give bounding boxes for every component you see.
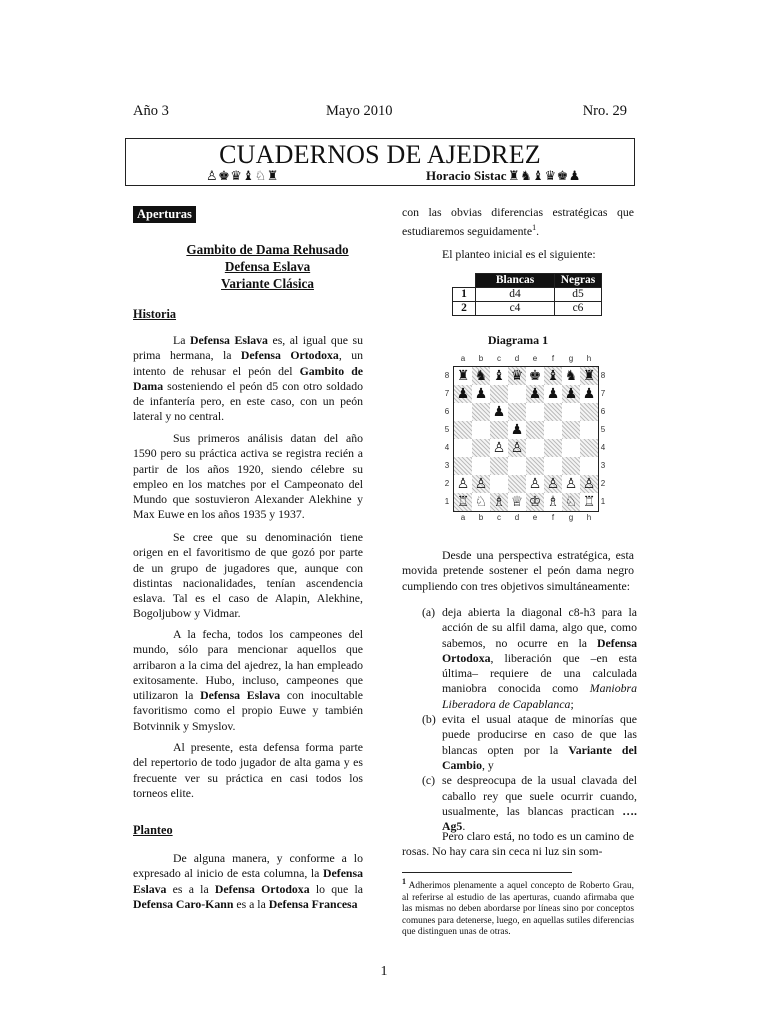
board-square-h8: ♜ [580, 367, 598, 385]
rank-label-right: 1 [600, 497, 606, 506]
board-square-a2: ♙ [456, 476, 470, 492]
diagram-title: Diagrama 1 [487, 333, 549, 347]
board-square-a6 [454, 403, 472, 421]
rank-label-right: 6 [600, 407, 606, 416]
board-square-f8: ♝ [544, 367, 562, 385]
file-label-bottom: e [532, 513, 538, 522]
historia-paragraph-2: Sus primeros análisis datan del año 1590 pero su práctica activa se registra recién a partir de los años 1920, siendo célebre su empleo en los matches por el Campeonato del Mundo que sostuvieron Alexander Alekhine y Max Euwe en los años 1935 y 1937. [133, 431, 363, 522]
board-square-a1: ♖ [454, 493, 472, 511]
file-label-top: f [551, 354, 555, 363]
issue-date: Mayo 2010 [326, 103, 393, 119]
white-move: c4 [476, 302, 555, 316]
board-square-b8: ♞ [472, 367, 490, 385]
moves-table-header [453, 274, 602, 288]
board-square-e3 [526, 457, 544, 475]
board-square-g1: ♘ [562, 493, 580, 511]
board-square-d4: ♙ [508, 439, 526, 457]
rank-label-right: 4 [600, 443, 606, 452]
masthead [125, 138, 635, 186]
board-square-c4: ♙ [492, 440, 506, 456]
planteo-heading: Planteo [133, 823, 173, 837]
board-square-g2: ♙ [564, 476, 578, 492]
board-square-e2: ♙ [528, 476, 542, 492]
rank-label-left: 3 [444, 461, 450, 470]
board-square-b6 [472, 403, 490, 421]
board-square-c6: ♟ [492, 404, 506, 420]
rank-label-left: 4 [444, 443, 450, 452]
file-label-bottom: d [514, 513, 520, 522]
list-item: (c) se despreocupa de la usual clavada del caballo rey que suele ocurrir cuando, usualmente, las blancas practican …. Ag5. [422, 773, 637, 834]
board-square-g4 [562, 439, 580, 457]
board-square-a7: ♟ [454, 385, 472, 403]
board-square-c8: ♝ [492, 368, 506, 384]
board-square-h3 [580, 457, 598, 475]
page-number: 1 [380, 964, 388, 979]
board-square-g3 [562, 457, 580, 475]
board-square-d1: ♕ [510, 494, 524, 510]
footnote-ref: 1 [532, 223, 537, 233]
planteo-paragraph: De alguna manera, y conforme a lo expresado al inicio de esta columna, la Defensa Eslava es a la Defensa Ortodoxa lo que la Defensa Caro-Kann es a la Defensa Francesa [133, 851, 363, 911]
footnote: $^1$ Adherimos plenamente a aquel concepto de Roberto Grau, al referirse al estudio de las aperturas, cuando afirmaba que las mismas no deben abordarse por líneas sino por conceptos comunes para detenerse, luego, en aquellas sutiles diferencias que distinguen unas de otras. [402, 877, 634, 938]
historia-paragraph-5: Al presente, esta defensa forma parte del repertorio de todo jugador de alta gama y es frecuente ver su práctica en casi todos los torneos elite. [133, 740, 363, 800]
right-paragraph-3: Desde una perspectiva estratégica, esta movida pretende sostener el peón dama negro cumpliendo con tres objetivos simultáneamente: [402, 548, 634, 593]
board-square-c2 [490, 475, 508, 493]
opening-title-2: Defensa Eslava [224, 259, 311, 274]
rank-label-right: 8 [600, 371, 606, 380]
board-square-f1: ♗ [546, 494, 560, 510]
board-square-b5 [472, 421, 490, 439]
author-name: Horacio Sistac [426, 168, 507, 183]
board-square-b1: ♘ [474, 494, 488, 510]
board-square-a4 [454, 439, 472, 457]
board-square-d7 [508, 385, 526, 403]
board-square-g6 [562, 403, 580, 421]
rank-label-left: 5 [444, 425, 450, 434]
board-square-b7: ♟ [474, 386, 488, 402]
board-square-g7: ♟ [562, 385, 580, 403]
file-label-bottom: f [551, 513, 555, 522]
rank-label-left: 2 [444, 479, 450, 488]
rank-label-right: 5 [600, 425, 606, 434]
file-label-bottom: b [478, 513, 484, 522]
chess-board [453, 366, 599, 512]
board-square-c7 [490, 385, 508, 403]
list-item: (a) deja abierta la diagonal c8-h3 para la acción de su alfil dama, algo que, como sabemos, no ocurre en la Defensa Ortodoxa, liberación que –en esta última– requiere de una calculada maniobra conocida como Maniobra Liberadora de Capablanca; [422, 605, 637, 711]
opening-title-1: Gambito de Dama Rehusado [186, 242, 349, 257]
publication-title: CUADERNOS DE AJEDREZ [219, 140, 541, 169]
file-label-top: c [497, 354, 501, 363]
board-square-f5 [544, 421, 562, 439]
opening-title-3: Variante Clásica [221, 276, 314, 291]
chess-pieces-right-icon: ♜♞♝♛♚♟ [508, 168, 581, 183]
file-label-bottom: h [586, 513, 592, 522]
board-square-b2: ♙ [472, 475, 490, 493]
right-paragraph-2: El planteo inicial es el siguiente: [442, 247, 596, 261]
board-square-g8: ♞ [564, 368, 578, 384]
list-item: (b) evita el usual ataque de minorías que puede producirse en caso de que las blancas opten por la Variante del Cambio, y [422, 712, 637, 772]
rank-label-left: 7 [444, 389, 450, 398]
file-label-bottom: g [568, 513, 574, 522]
board-square-e1: ♔ [526, 493, 544, 511]
section-label: Aperturas [133, 206, 196, 223]
board-square-c3 [490, 457, 508, 475]
historia-paragraph-3: Se cree que su denominación tiene origen en el favoritismo de que gozó por parte de un grupo de jugadores que, aunque con distintas nacionalidades, tenían ascendencia eslava. Tal es el caso de Alapin, Alekhine, Bogoljubow y Vidmar. [133, 530, 363, 621]
black-move: c6 [555, 302, 602, 316]
moves-header-black: Negras [555, 274, 602, 288]
moves-header-white: Blancas [476, 274, 555, 288]
board-square-d2 [508, 475, 526, 493]
board-square-h1: ♖ [582, 494, 596, 510]
board-square-b3 [472, 457, 490, 475]
board-square-e4 [526, 439, 544, 457]
board-square-h2: ♙ [580, 475, 598, 493]
board-square-a3 [454, 457, 472, 475]
file-label-top: g [568, 354, 574, 363]
rank-label-right: 3 [600, 461, 606, 470]
file-label-top: a [460, 354, 466, 363]
table-row [453, 302, 602, 316]
black-move: d5 [555, 288, 602, 302]
issue-info-line [133, 103, 627, 121]
rank-label-left: 1 [444, 497, 450, 506]
board-square-d3 [508, 457, 526, 475]
rank-label-right: 7 [600, 389, 606, 398]
board-square-h5 [580, 421, 598, 439]
board-square-f3 [544, 457, 562, 475]
board-square-h4 [580, 439, 598, 457]
board-square-f6 [544, 403, 562, 421]
issue-number: Nro. 29 [582, 103, 627, 119]
board-square-e6 [526, 403, 544, 421]
moves-header-num [453, 274, 476, 288]
move-number: 2 [453, 302, 476, 316]
board-square-a5 [454, 421, 472, 439]
rank-label-left: 6 [444, 407, 450, 416]
board-square-f7: ♟ [546, 386, 560, 402]
board-square-g5 [562, 421, 580, 439]
white-move: d4 [476, 288, 555, 302]
right-paragraph-1: con las obvias diferencias estratégicas que estudiaremos seguidamente$^1$. [402, 205, 634, 239]
file-label-bottom: a [460, 513, 466, 522]
board-square-e5 [526, 421, 544, 439]
board-square-a8: ♜ [456, 368, 470, 384]
board-square-e8: ♚ [528, 368, 542, 384]
board-square-d8: ♛ [508, 367, 526, 385]
footnote-divider [402, 872, 572, 873]
file-label-top: h [586, 354, 592, 363]
board-square-e7: ♟ [526, 385, 544, 403]
move-number: 1 [453, 288, 476, 302]
historia-paragraph-1: La Defensa Eslava es, al igual que su prima hermana, la Defensa Ortodoxa, un intento de rehusar el peón del Gambito de Dama sosteniendo el peón d5 con otro soldado de infantería pero, en este caso, con un peón lateral y no central. [133, 333, 363, 424]
board-square-d6 [508, 403, 526, 421]
board-square-f2: ♙ [544, 475, 562, 493]
chess-diagram [442, 352, 606, 527]
historia-heading: Historia [133, 307, 177, 321]
historia-paragraph-4: A la fecha, todos los campeones del mundo, sólo para mencionar aquellos que arribaron a la cima del ajedrez, la han empleado exitosamente. Hubo, incluso, campeones que utilizaron la Defensa Eslava con inocultable favoritismo como el propio Euwe y también Botvinnik y Smyslov. [133, 627, 363, 733]
board-square-h6 [580, 403, 598, 421]
board-square-b4 [472, 439, 490, 457]
board-square-f4 [544, 439, 562, 457]
right-paragraph-4: Pero claro está, no todo es un camino de rosas. No hay cara sin ceca ni luz sin som- [402, 829, 634, 859]
issue-year: Año 3 [133, 103, 169, 119]
table-row [453, 288, 602, 302]
chess-pieces-left-icon: ♙♚♛♝♘♜ [206, 168, 279, 183]
rank-label-right: 2 [600, 479, 606, 488]
board-square-c5 [490, 421, 508, 439]
file-label-bottom: c [497, 513, 501, 522]
file-label-top: b [478, 354, 484, 363]
board-square-h7: ♟ [582, 386, 596, 402]
rank-label-left: 8 [444, 371, 450, 380]
footnote-number: 1 [402, 877, 406, 886]
file-label-top: d [514, 354, 520, 363]
moves-table [452, 273, 602, 316]
objectives-list [402, 605, 637, 834]
board-square-c1: ♗ [490, 493, 508, 511]
file-label-top: e [532, 354, 538, 363]
board-square-d5: ♟ [510, 422, 524, 438]
